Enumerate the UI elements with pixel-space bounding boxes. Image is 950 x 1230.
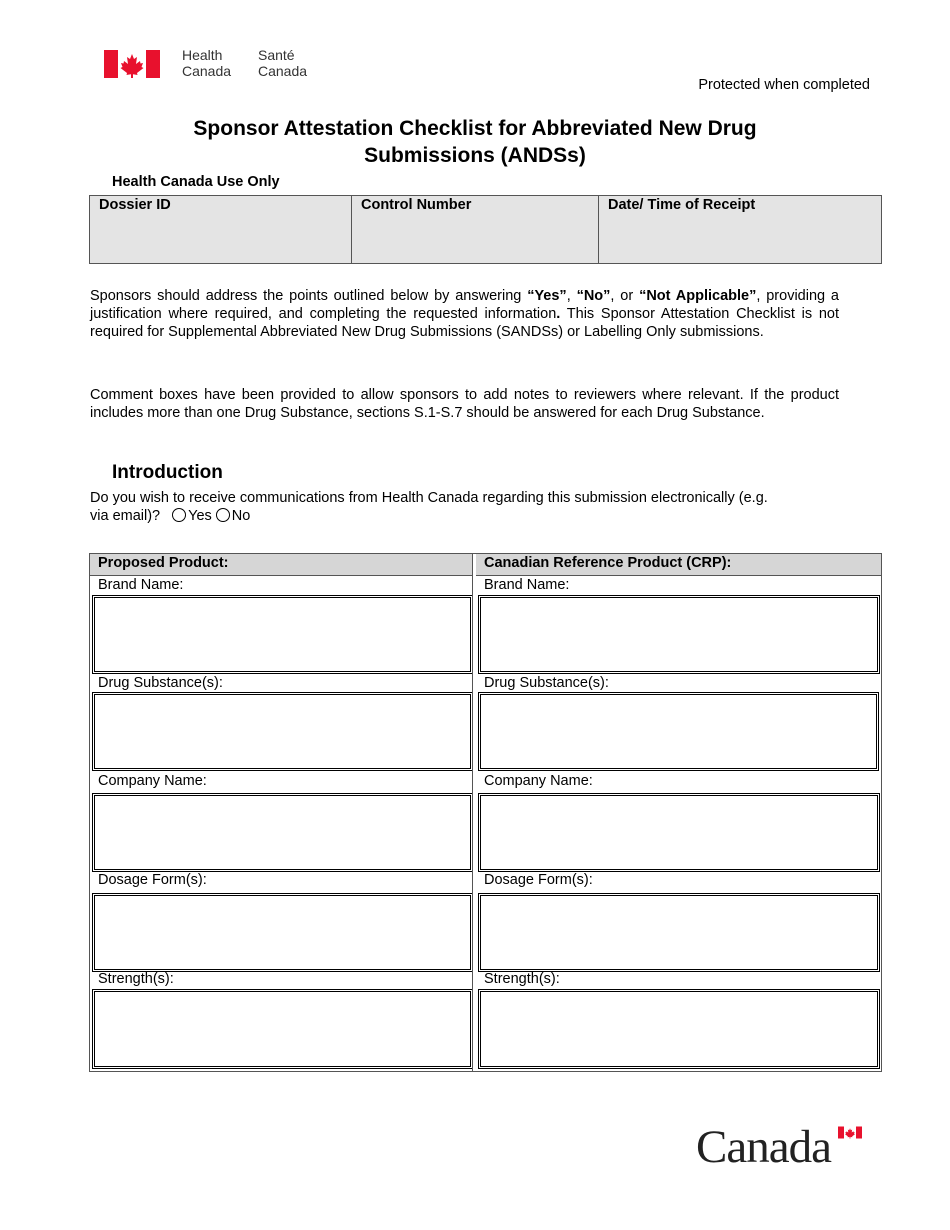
question-line2: via email)? [90,508,161,524]
date-time-receipt-label: Date/ Time of Receipt [608,197,756,213]
date-time-receipt-cell[interactable] [599,196,881,263]
crp-brand-name-field[interactable] [478,595,880,674]
electronic-communication-question [90,489,850,525]
para1-no: “No” [576,288,611,304]
health-canada-logo [104,47,314,82]
yes-radio-label[interactable]: Yes [188,508,212,524]
title-line1: Sponsor Attestation Checklist for Abbreviated New Drug [193,117,757,140]
proposed-dosage-form-label: Dosage Form(s): [98,872,207,888]
crp-company-name-label: Company Name: [484,773,593,789]
canada-wordmark [696,1121,866,1173]
para1-sep1: , [566,288,577,304]
para1-dot: . [556,306,561,322]
para1-text-c: This Sponsor Attestation Checklist is not required for Supplemental Abbreviated New Drug Submissions (SANDSs) or Labelling Only submissions. [90,306,839,340]
crp-company-name-field[interactable] [478,793,880,872]
column-divider [472,554,473,1071]
no-radio[interactable] [216,508,230,522]
no-radio-label[interactable]: No [231,508,251,524]
proposed-product-column [90,554,472,1071]
proposed-brand-name-field[interactable] [92,595,473,674]
crp-column [476,554,881,1071]
crp-drug-substance-label: Drug Substance(s): [484,675,609,691]
proposed-drug-substance-field[interactable] [92,692,473,771]
hc-use-heading: Health Canada Use Only [112,174,280,190]
proposed-strength-label: Strength(s): [98,971,174,987]
hc-use-table [89,195,882,264]
control-number-label: Control Number [361,197,472,213]
crp-strength-field[interactable] [478,989,880,1069]
crp-dosage-form-field[interactable] [478,893,880,972]
crp-header: Canadian Reference Product (CRP): [476,554,881,576]
canada-wordmark-text: Canada [696,1121,831,1173]
yes-radio[interactable] [172,508,186,522]
introduction-heading: Introduction [112,462,223,483]
para1-sep2: , or [610,288,640,304]
proposed-brand-name-label: Brand Name: [98,577,184,593]
logo-fr-line2: Canada [258,63,308,79]
para1-text-a: Sponsors should address the points outlined below by answering [90,288,528,304]
proposed-company-name-label: Company Name: [98,773,207,789]
product-table [89,553,882,1072]
proposed-strength-field[interactable] [92,989,473,1069]
crp-dosage-form-label: Dosage Form(s): [484,872,593,888]
control-number-cell[interactable] [352,196,599,263]
protected-label: Protected when completed [698,77,870,93]
crp-strength-label: Strength(s): [484,971,560,987]
para1-yes: “Yes” [527,288,567,304]
canada-flag-icon [104,50,160,78]
dossier-id-label: Dossier ID [99,197,171,213]
logo-en-line2: Canada [182,63,232,79]
wordmark-flag-icon [838,1126,862,1139]
crp-brand-name-label: Brand Name: [484,577,570,593]
para1-na: “Not Applicable” [639,288,757,304]
proposed-company-name-field[interactable] [92,793,473,872]
instructions-paragraph [90,287,839,341]
proposed-dosage-form-field[interactable] [92,893,473,972]
comment-boxes-paragraph: Comment boxes have been provided to allow sponsors to add notes to reviewers where relevant. If the product includes more than one Drug Substance, sections S.1-S.7 should be answered for each Drug Substance. [90,387,839,421]
dossier-id-cell[interactable] [90,196,352,263]
proposed-drug-substance-label: Drug Substance(s): [98,675,223,691]
question-line1: Do you wish to receive communications from Health Canada regarding this submission electronically (e.g. [90,490,768,506]
logo-en-line1: Health [182,47,223,63]
para1-text-b: , providing a justification where required, and completing the requested information [90,288,839,322]
crp-drug-substance-field[interactable] [478,692,879,771]
page-title [0,115,950,169]
logo-fr-line1: Santé [258,47,295,63]
title-line2: Submissions (ANDSs) [364,144,586,167]
proposed-product-header: Proposed Product: [90,554,472,576]
